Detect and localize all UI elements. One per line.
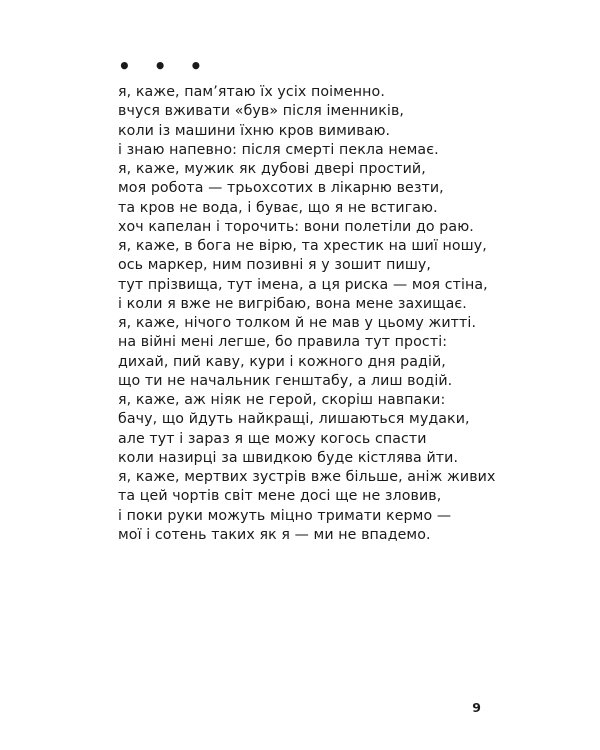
poem-line: тут прізвища, тут імена, а ця риска — моя стіна, bbox=[118, 276, 488, 293]
poem-line: і поки руки можуть міцно тримати кермо — bbox=[118, 507, 452, 524]
poem-line: що ти не начальник генштабу, а лиш водій. bbox=[118, 372, 453, 389]
poem-line: але тут і зараз я ще можу когось спасти bbox=[118, 430, 427, 447]
poem-line: вчуся вживати «був» після іменників, bbox=[118, 103, 405, 120]
poem-line: і знаю напевно: після смерті пекла немає. bbox=[118, 141, 439, 158]
poem-text bbox=[118, 83, 495, 545]
poem-line: коли із машини їхню кров вимиваю. bbox=[118, 122, 391, 139]
poem-line: я, каже, мужик як дубові двері простий, bbox=[118, 161, 426, 177]
poem-line: ось маркер, ним позивні я у зошит пишу, bbox=[118, 257, 432, 274]
poem-line: бачу, що йдуть найкращі, лишаються мудаки, bbox=[118, 411, 470, 428]
poem-line: я, каже, аж ніяк не герой, скоріш навпаки: bbox=[118, 392, 446, 408]
poem-line: моя робота — трьохсотих в лікарню везти, bbox=[118, 180, 444, 197]
poem-line: хоч капелан і торочить: вони полетіли до раю. bbox=[118, 218, 474, 235]
poem-line: на війні мені легше, бо правила тут прості: bbox=[118, 334, 448, 351]
poem-line: коли назирці за швидкою буде кістлява йти. bbox=[118, 449, 459, 466]
poem-line: я, каже, мертвих зустрів вже більше, аніж живих bbox=[118, 469, 496, 485]
poem-line: та цей чортів світ мене досі ще не зловив, bbox=[118, 488, 442, 505]
poem-line: я, каже, пам’ятаю їх усіх поіменно. bbox=[118, 84, 385, 100]
poem-line: і коли я вже не вигрібаю, вона мене захищає. bbox=[118, 295, 467, 312]
section-break-ornament: • • • bbox=[118, 54, 211, 78]
page-number: 9 bbox=[472, 700, 481, 715]
poem-line: дихай, пий каву, кури і кожного дня радій, bbox=[118, 353, 446, 370]
poem-line: я, каже, в бога не вірю, та хрестик на шиї ношу, bbox=[118, 238, 487, 254]
poem-line: та кров не вода, і буває, що я не встигаю. bbox=[118, 199, 438, 216]
poem-line: я, каже, нічого толком й не мав у цьому житті. bbox=[118, 315, 477, 331]
poem-line: мої і сотень таких як я — ми не впадемо. bbox=[118, 526, 431, 543]
